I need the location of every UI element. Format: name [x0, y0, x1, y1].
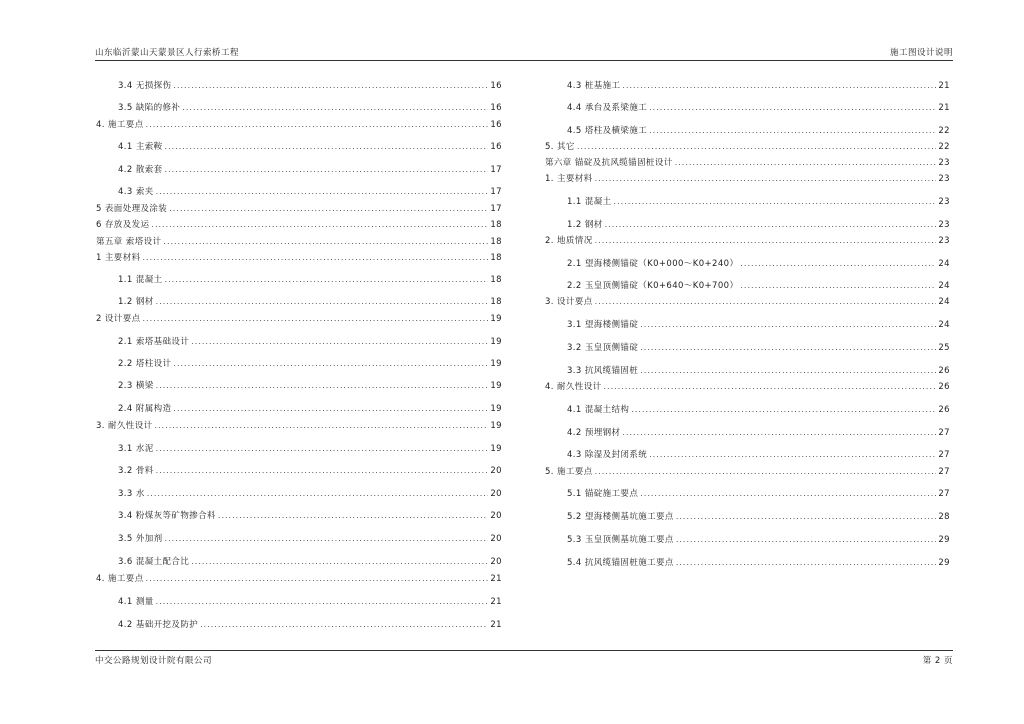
toc-entry-page: 18 [490, 253, 502, 263]
toc-entry-page: 28 [938, 512, 950, 522]
toc-leader-dots [146, 119, 489, 131]
toc-entry [545, 125, 950, 137]
toc-entry [96, 80, 502, 92]
toc-entry-page: 20 [490, 557, 502, 567]
toc-entry [96, 203, 502, 215]
toc-leader-dots [165, 164, 489, 176]
toc-entry-page: 19 [490, 404, 502, 414]
toc-entry [545, 157, 950, 169]
toc-entry-page: 27 [938, 489, 950, 499]
toc-entry [96, 403, 502, 415]
toc-entry-title: 4.3 索夹 [118, 187, 154, 197]
toc-entry [96, 443, 502, 455]
toc-entry [96, 420, 502, 432]
toc-entry [545, 511, 950, 523]
toc-entry-title: 4. 施工要点 [96, 574, 144, 584]
toc-entry [545, 80, 950, 92]
toc-entry-page: 21 [490, 620, 502, 630]
toc-entry-page: 19 [490, 314, 502, 324]
toc-entry-title: 1. 主要材料 [545, 174, 593, 184]
toc-leader-dots [182, 102, 488, 114]
toc-leader-dots [146, 573, 489, 585]
toc-entry-title: 4.1 混凝土结构 [567, 405, 630, 415]
toc-entry [96, 236, 502, 248]
toc-entry-title: 1.1 混凝土 [118, 275, 163, 285]
toc-entry [545, 219, 950, 231]
toc-leader-dots [147, 488, 489, 500]
toc-entry [545, 141, 950, 153]
toc-leader-dots [595, 296, 937, 308]
toc-entry [545, 427, 950, 439]
toc-leader-dots [631, 404, 936, 416]
toc-entry-page: 26 [938, 405, 950, 415]
toc-entry [545, 381, 950, 393]
toc-leader-dots [614, 196, 937, 208]
toc-entry-title: 3.5 缺陷的修补 [118, 103, 181, 113]
toc-entry-page: 18 [490, 297, 502, 307]
toc-leader-dots [191, 336, 488, 348]
toc-entry-title: 4.3 桩基施工 [567, 81, 621, 91]
toc-leader-dots [173, 358, 488, 370]
toc-entry-page: 20 [490, 466, 502, 476]
toc-entry-title: 1.1 混凝土 [567, 197, 612, 207]
page-header [95, 46, 953, 61]
toc-leader-dots [191, 556, 488, 568]
toc-leader-dots [622, 427, 936, 439]
toc-entry [96, 313, 502, 325]
toc-leader-dots [595, 235, 937, 247]
toc-entry-page: 17 [490, 187, 502, 197]
toc-entry-page: 29 [938, 535, 950, 545]
toc-leader-dots [173, 403, 488, 415]
toc-entry-title: 4. 耐久性设计 [545, 382, 602, 392]
toc-entry [96, 219, 502, 231]
toc-leader-dots [156, 186, 489, 198]
toc-entry-title: 6 存放及发运 [96, 220, 150, 230]
toc-entry-page: 21 [938, 103, 950, 113]
toc-entry-title: 5. 其它 [545, 142, 575, 152]
toc-entry-page: 16 [490, 120, 502, 130]
toc-entry-title: 3.4 粉煤灰等矿物掺合料 [118, 511, 216, 521]
toc-entry-title: 3.2 骨料 [118, 466, 154, 476]
toc-entry-title: 5.1 锚碇施工要点 [567, 489, 639, 499]
toc-leader-dots [143, 313, 489, 325]
toc-entry-title: 4.3 除湿及封闭系统 [567, 450, 648, 460]
toc-entry-page: 29 [938, 558, 950, 568]
toc-entry [545, 557, 950, 569]
toc-leader-dots [740, 258, 936, 270]
toc-leader-dots [640, 365, 936, 377]
toc-leader-dots [577, 141, 937, 153]
toc-leader-dots [165, 141, 489, 153]
toc-leader-dots [676, 511, 937, 523]
toc-entry-page: 22 [938, 126, 950, 136]
toc-entry-page: 23 [938, 220, 950, 230]
toc-entry-page: 27 [938, 450, 950, 460]
toc-entry-page: 19 [490, 337, 502, 347]
toc-entry-page: 18 [490, 237, 502, 247]
toc-entry-title: 3.3 抗风缆锚固桩 [567, 366, 639, 376]
toc-leader-dots [676, 557, 937, 569]
toc-entry-title: 3. 设计要点 [545, 297, 593, 307]
page-footer [95, 650, 953, 665]
toc-entry-title: 4.1 测量 [118, 597, 154, 607]
toc-entry-page: 22 [938, 142, 950, 152]
toc-entry-page: 19 [490, 444, 502, 454]
toc-entry [96, 186, 502, 198]
toc-entry [96, 510, 502, 522]
toc-entry-page: 26 [938, 366, 950, 376]
toc-entry-title: 1.2 钢材 [118, 297, 154, 307]
toc-entry [96, 556, 502, 568]
toc-entry-title: 3.3 水 [118, 489, 145, 499]
toc-entry-page: 24 [938, 281, 950, 291]
toc-entry-page: 21 [938, 81, 950, 91]
toc-entry-title: 3.2 玉皇顶侧锚碇 [567, 343, 639, 353]
toc-entry-title: 2.3 横梁 [118, 381, 154, 391]
toc-entry [545, 102, 950, 114]
toc-leader-dots [169, 203, 488, 215]
toc-leader-dots [165, 533, 489, 545]
toc-entry [96, 465, 502, 477]
toc-leader-dots [640, 488, 936, 500]
toc-leader-dots [143, 252, 489, 264]
toc-entry [96, 252, 502, 264]
header-project-title: 山东临沂蒙山天蒙景区人行索桥工程 [95, 48, 240, 58]
toc-entry-title: 2 设计要点 [96, 314, 141, 324]
toc-leader-dots [163, 236, 488, 248]
toc-entry [545, 296, 950, 308]
toc-leader-dots [595, 173, 937, 185]
toc-entry-page: 16 [490, 103, 502, 113]
toc-entry [96, 380, 502, 392]
toc-entry [96, 274, 502, 286]
footer-company: 中交公路规划设计院有限公司 [95, 656, 213, 666]
toc-entry [545, 173, 950, 185]
toc-leader-dots [156, 465, 489, 477]
toc-entry-title: 3.4 无损探伤 [118, 81, 172, 91]
toc-entry [96, 358, 502, 370]
toc-entry-page: 23 [938, 158, 950, 168]
toc-leader-dots [156, 296, 489, 308]
toc-entry-page: 16 [490, 142, 502, 152]
toc-entry [545, 235, 950, 247]
toc-entry-title: 4. 施工要点 [96, 120, 144, 130]
toc-entry [545, 319, 950, 331]
toc-leader-dots [605, 219, 937, 231]
toc-entry-page: 20 [490, 489, 502, 499]
toc-leader-dots [165, 274, 489, 286]
toc-entry-title: 5.2 望海楼侧基坑施工要点 [567, 512, 674, 522]
toc-entry-title: 4.5 塔柱及横梁施工 [567, 126, 648, 136]
toc-entry-title: 3.6 混凝土配合比 [118, 557, 190, 567]
toc-entry [96, 533, 502, 545]
toc-leader-dots [649, 449, 936, 461]
toc-leader-dots [622, 80, 936, 92]
toc-entry-title: 第五章 索塔设计 [96, 237, 162, 247]
toc-entry-page: 24 [938, 320, 950, 330]
toc-entry-title: 第六章 锚碇及抗风缆锚固桩设计 [545, 158, 673, 168]
toc-entry [545, 534, 950, 546]
toc-leader-dots [200, 619, 488, 631]
toc-leader-dots [151, 219, 488, 231]
toc-entry-page: 24 [938, 297, 950, 307]
toc-entry-page: 19 [490, 421, 502, 431]
toc-entry-page: 17 [490, 165, 502, 175]
toc-entry-title: 3.1 望海楼侧锚碇 [567, 320, 639, 330]
toc-entry [545, 466, 950, 478]
toc-entry-page: 20 [490, 511, 502, 521]
toc-entry-page: 23 [938, 174, 950, 184]
toc-entry-page: 18 [490, 220, 502, 230]
toc-leader-dots [675, 157, 937, 169]
toc-entry [96, 336, 502, 348]
toc-entry-title: 2. 地质情况 [545, 236, 593, 246]
toc-entry-title: 3.1 水泥 [118, 444, 154, 454]
toc-entry-page: 19 [490, 381, 502, 391]
toc-entry-title: 2.2 玉皇顶侧锚碇（K0+640～K0+700） [567, 281, 739, 291]
toc-entry-title: 4.2 散索套 [118, 165, 163, 175]
toc-leader-dots [649, 125, 936, 137]
toc-entry-title: 4.4 承台及系梁施工 [567, 103, 648, 113]
toc-entry-title: 2.2 塔柱设计 [118, 359, 172, 369]
toc-leader-dots [649, 102, 936, 114]
toc-entry-page: 19 [490, 359, 502, 369]
toc-leader-dots [595, 466, 937, 478]
toc-entry-title: 5.4 抗风缆锚固桩施工要点 [567, 558, 674, 568]
toc-entry-title: 4.2 基础开挖及防护 [118, 620, 199, 630]
toc-entry-title: 4.2 预埋钢材 [567, 428, 621, 438]
toc-entry-page: 18 [490, 275, 502, 285]
toc-entry-page: 16 [490, 81, 502, 91]
toc-leader-dots [156, 380, 489, 392]
toc-entry [545, 342, 950, 354]
toc-entry-title: 1 主要材料 [96, 253, 141, 263]
toc-entry [96, 296, 502, 308]
toc-entry-page: 27 [938, 467, 950, 477]
toc-leader-dots [740, 280, 936, 292]
toc-entry-page: 24 [938, 259, 950, 269]
toc-entry [96, 119, 502, 131]
toc-entry [96, 164, 502, 176]
toc-entry-title: 2.1 索塔基础设计 [118, 337, 190, 347]
toc-entry-title: 5 表面处理及涂装 [96, 204, 168, 214]
toc-entry [545, 488, 950, 500]
toc-entry [96, 102, 502, 114]
header-doc-type: 施工图设计说明 [889, 48, 953, 58]
toc-leader-dots [676, 534, 937, 546]
toc-entry [545, 258, 950, 270]
toc-leader-dots [218, 510, 488, 522]
toc-entry-page: 26 [938, 382, 950, 392]
toc-entry-page: 20 [490, 534, 502, 544]
toc-entry [545, 449, 950, 461]
toc-entry [96, 573, 502, 585]
toc-entry [545, 196, 950, 208]
toc-entry-title: 3. 耐久性设计 [96, 421, 153, 431]
toc-entry-page: 21 [490, 574, 502, 584]
toc-leader-dots [156, 596, 489, 608]
toc-entry [545, 404, 950, 416]
toc-entry-title: 1.2 钢材 [567, 220, 603, 230]
toc-entry-page: 17 [490, 204, 502, 214]
toc-entry-page: 27 [938, 428, 950, 438]
toc-leader-dots [156, 443, 489, 455]
toc-entry-title: 5. 施工要点 [545, 467, 593, 477]
toc-entry [545, 365, 950, 377]
toc-entry-title: 3.5 外加剂 [118, 534, 163, 544]
toc-entry [96, 488, 502, 500]
toc-leader-dots [640, 342, 936, 354]
toc-entry-page: 23 [938, 236, 950, 246]
toc-entry [96, 596, 502, 608]
toc-leader-dots [604, 381, 937, 393]
toc-entry-title: 4.1 主索鞍 [118, 142, 163, 152]
toc-entry-page: 23 [938, 197, 950, 207]
toc-leader-dots [155, 420, 489, 432]
toc-entry [96, 619, 502, 631]
footer-page-number: 第 2 页 [922, 656, 953, 666]
toc-entry-title: 2.4 附属构造 [118, 404, 172, 414]
toc-entry-title: 5.3 玉皇顶侧基坑施工要点 [567, 535, 674, 545]
toc-entry [96, 141, 502, 153]
toc-entry [545, 280, 950, 292]
toc-leader-dots [640, 319, 936, 331]
toc-leader-dots [173, 80, 488, 92]
toc-entry-page: 25 [938, 343, 950, 353]
toc-entry-title: 2.1 望海楼侧锚碇（K0+000～K0+240） [567, 259, 739, 269]
toc-entry-page: 21 [490, 597, 502, 607]
